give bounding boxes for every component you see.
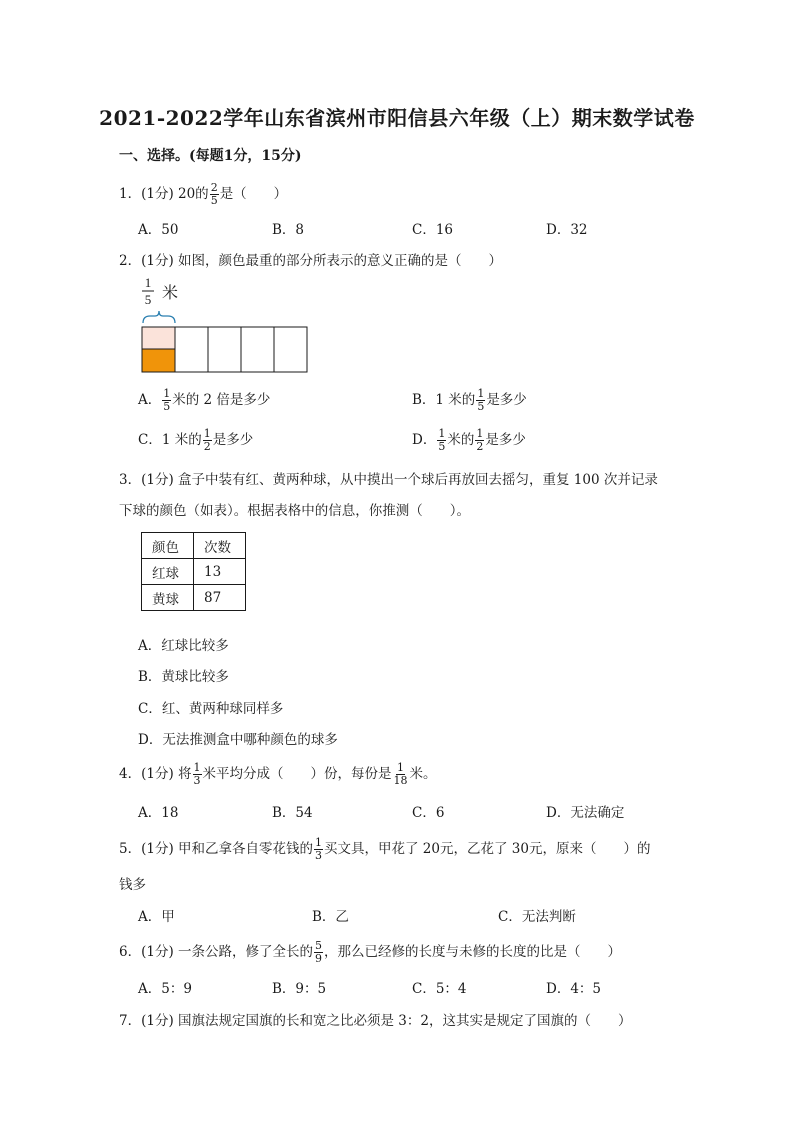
q6-option-c: C．5：4 (412, 981, 467, 997)
q2-option-d: D． $\frac{1}{5}$ 米的 $\frac{1}{2}$ 是多少 (412, 427, 526, 453)
q6-option-d: D．4：5 (546, 981, 602, 997)
q2-option-b-fraction: $\frac{1}{5}$ (477, 387, 485, 413)
q4-fraction: $\frac{1}{3}$ (193, 761, 201, 787)
segment-5 (274, 327, 307, 372)
table-cell: 13 (194, 559, 246, 585)
q4-option-c: C．6 (412, 805, 445, 821)
q2-option-c: C．1 米的 $\frac{1}{2}$ 是多少 (138, 427, 254, 453)
question-5-line-2: 钱多 (119, 877, 146, 893)
q2-option-d-fraction: $\frac{1}{5}$ (438, 427, 446, 453)
segment-3 (208, 327, 241, 372)
table-header-cell: 颜色 (142, 533, 194, 559)
question-7: 7．(1分) 国旗法规定国旗的长和宽之比必须是 3：2，这其实是规定了国旗的（ ） (119, 1013, 632, 1029)
light-segment (142, 327, 175, 349)
question-4: 4．(1分) 将 $\frac{1}{3}$ 米平均分成（ ）份，每份是 $\frac{1}{18}$ 米。 (119, 761, 437, 787)
q1-fraction: $\frac{2}{5}$ (210, 181, 218, 207)
question-3-line-1: 3．(1分) 盒子中装有红、黄两种球，从中摸出一个球后再放回去摇匀，重复 100 次并记录 (119, 472, 658, 488)
q1-option-d: D．32 (546, 222, 588, 238)
table-cell: 红球 (142, 559, 194, 585)
diagram-label-num: 1 (144, 275, 152, 290)
table-row (142, 559, 246, 585)
q2-option-d-fraction-2: $\frac{1}{2}$ (476, 427, 484, 453)
question-5: 5．(1分) 甲和乙拿各自零花钱的 $\frac{1}{3}$ 买文具，甲花了 20元，乙花了 30元，原来（ ）的 (119, 836, 651, 862)
q2-option-b: B．1 米的 $\frac{1}{5}$ 是多少 (412, 387, 527, 413)
q5-option-a: A．甲 (138, 909, 175, 925)
page-title: 2021-2022学年山东省滨州市阳信县六年级（上）期末数学试卷 (99, 106, 695, 130)
q1-option-c: C．16 (412, 222, 454, 238)
table-cell: 黄球 (142, 585, 194, 611)
q3-option-c: C．红、黄两种球同样多 (138, 701, 284, 717)
q4-option-a: A．18 (138, 805, 179, 821)
segment-2 (175, 327, 208, 372)
table-cell: 87 (194, 585, 246, 611)
q2-option-a: A． $\frac{1}{5}$ 米的 2 倍是多少 (138, 387, 271, 413)
question-1 (119, 182, 287, 207)
q1-option-a: A．50 (138, 222, 179, 238)
q5-option-b: B．乙 (312, 909, 349, 925)
q3-option-a: A．红球比较多 (138, 638, 229, 654)
shaded-segment (142, 349, 175, 372)
diagram-label-den: 5 (144, 292, 152, 307)
q4-option-d: D．无法确定 (546, 805, 625, 821)
results-table (141, 532, 246, 611)
segment-4 (241, 327, 274, 372)
q4-fraction-2: $\frac{1}{18}$ (393, 761, 408, 787)
q4-option-b: B．54 (272, 805, 313, 821)
brace-icon (143, 311, 175, 323)
q1-suffix: 是（ ） (219, 186, 288, 202)
diagram-label-unit: 米 (162, 283, 179, 302)
q6-option-a: A．5：9 (138, 981, 192, 997)
section-heading: 一、选择。(每题1分，15分) (119, 148, 302, 164)
segment-diagram-svg (138, 274, 318, 378)
q5-fraction: $\frac{1}{3}$ (315, 836, 323, 862)
table-header-cell: 次数 (194, 533, 246, 559)
q1-option-b: B．8 (272, 222, 305, 238)
q3-option-b: B．黄球比较多 (138, 669, 229, 685)
table-header-row (142, 533, 246, 559)
q6-option-b: B．9：5 (272, 981, 327, 997)
segment-diagram (138, 274, 318, 382)
q2-option-c-fraction: $\frac{1}{2}$ (203, 427, 211, 453)
q5-option-c: C．无法判断 (498, 909, 576, 925)
question-6: 6．(1分) 一条公路，修了全长的 $\frac{5}{9}$ ，那么已经修的长度与未修的长度的比是（ ） (119, 939, 622, 965)
question-2: 2．(1分) 如图，颜色最重的部分所表示的意义正确的是（ ） (119, 253, 503, 269)
question-3-line-2: 下球的颜色（如表）。根据表格中的信息，你推测（ ）。 (119, 503, 470, 519)
q1-prefix: 1．(1分) 20的 (119, 186, 209, 202)
q6-fraction: $\frac{5}{9}$ (315, 939, 323, 965)
q3-option-d: D．无法推测盒中哪种颜色的球多 (138, 732, 338, 748)
q2-option-a-fraction: $\frac{1}{5}$ (163, 387, 171, 413)
table-row (142, 585, 246, 611)
